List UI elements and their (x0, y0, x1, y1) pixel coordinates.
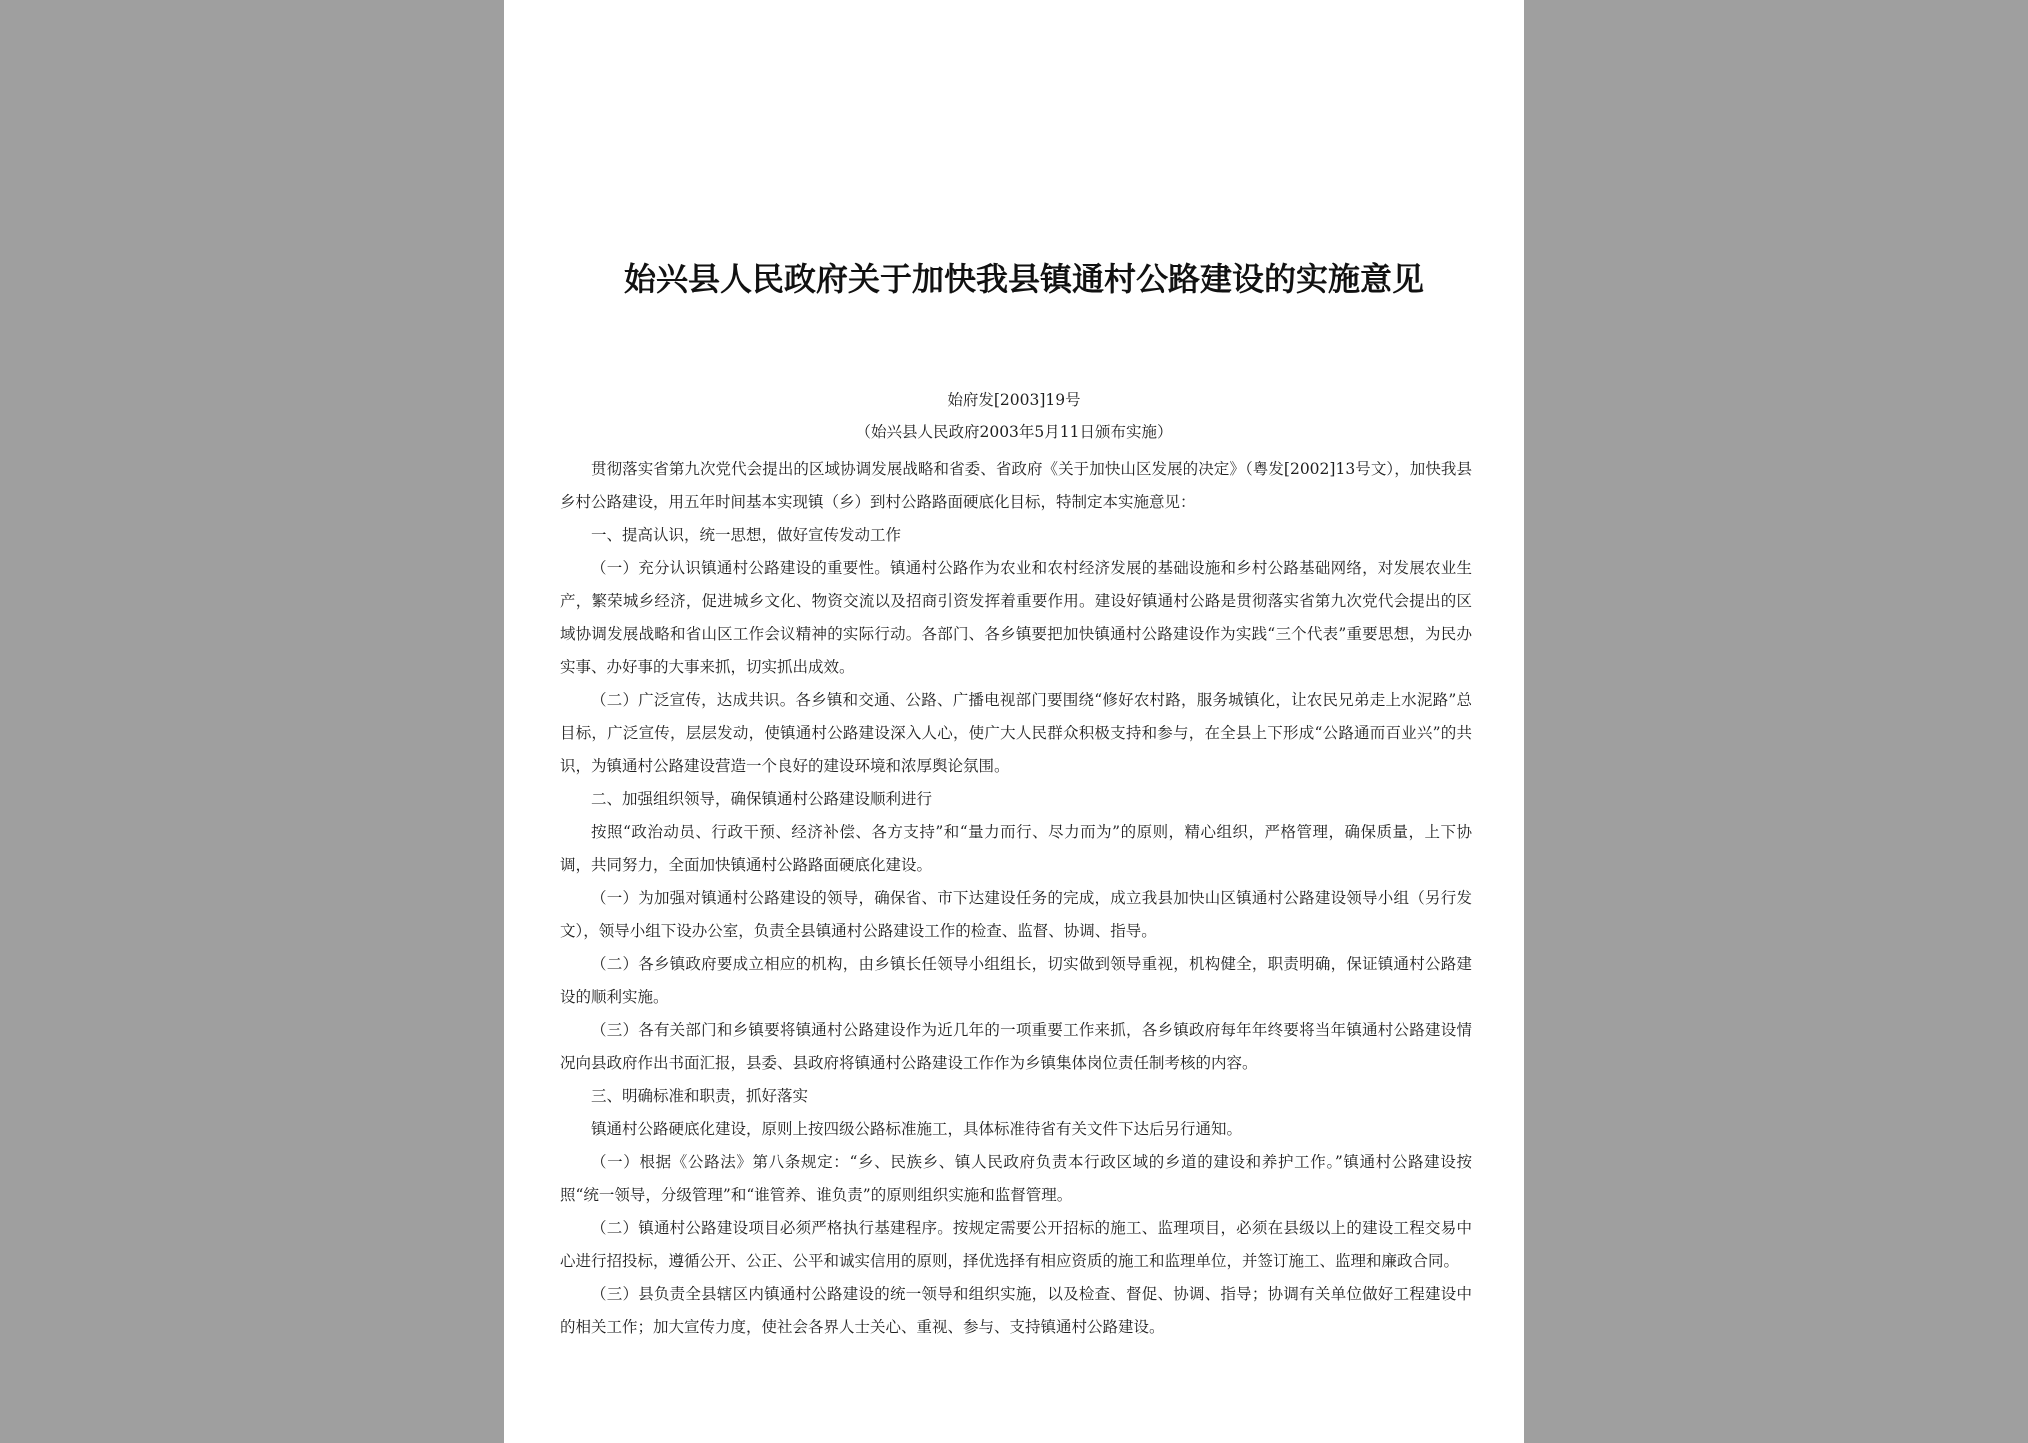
document-body (560, 453, 1472, 1344)
paragraph: 按照“政治动员、行政干预、经济补偿、各方支持”和“量力而行、尽力而为”的原则，精心组织，严格管理，确保质量，上下协调，共同努力，全面加快镇通村公路路面硬底化建设。 (560, 823, 1472, 874)
section-heading: 三、明确标准和职责，抓好落实 (591, 1087, 809, 1105)
paragraph: （一）为加强对镇通村公路建设的领导，确保省、市下达建设任务的完成，成立我县加快山区镇通村公路建设领导小组（另行发文），领导小组下设办公室，负责全县镇通村公路建设工作的检查、监督、协调、指导。 (560, 889, 1472, 940)
paragraph: （二）镇通村公路建设项目必须严格执行基建程序。按规定需要公开招标的施工、监理项目，必须在县级以上的建设工程交易中心进行招投标，遵循公开、公正、公平和诚实信用的原则，择优选择有相应资质的施工和监理单位，并签订施工、监理和廉政合同。 (560, 1219, 1472, 1270)
document-page (504, 0, 1524, 1443)
paragraph: （一）充分认识镇通村公路建设的重要性。镇通村公路作为农业和农村经济发展的基础设施和乡村公路基础网络，对发展农业生产，繁荣城乡经济，促进城乡文化、物资交流以及招商引资发挥着重要作用。建设好镇通村公路是贯彻落实省第九次党代会提出的区域协调发展战略和省山区工作会议精神的实际行动。各部门、各乡镇要把加快镇通村公路建设作为实践“三个代表”重要思想，为民办实事、办好事的大事来抓，切实抓出成效。 (560, 559, 1472, 676)
paragraph: （二）广泛宣传，达成共识。各乡镇和交通、公路、广播电视部门要围绕“修好农村路，服务城镇化，让农民兄弟走上水泥路”总目标，广泛宣传，层层发动，使镇通村公路建设深入人心，使广大人民群众积极支持和参与，在全县上下形成“公路通而百业兴”的共识，为镇通村公路建设营造一个良好的建设环境和浓厚舆论氛围。 (560, 691, 1472, 775)
paragraph: 贯彻落实省第九次党代会提出的区域协调发展战略和省委、省政府《关于加快山区发展的决定》（粤发[2002]13号文），加快我县乡村公路建设，用五年时间基本实现镇（乡）到村公路路面硬底化目标，特制定本实施意见： (560, 460, 1472, 511)
issue-note: （始兴县人民政府2003年5月11日颁布实施） (855, 423, 1173, 441)
paragraph: （二）各乡镇政府要成立相应的机构，由乡镇长任领导小组组长，切实做到领导重视，机构健全，职责明确，保证镇通村公路建设的顺利实施。 (560, 955, 1472, 1006)
section-heading: 二、加强组织领导，确保镇通村公路建设顺利进行 (591, 790, 933, 808)
paragraph: （三）各有关部门和乡镇要将镇通村公路建设作为近几年的一项重要工作来抓，各乡镇政府每年年终要将当年镇通村公路建设情况向县政府作出书面汇报，县委、县政府将镇通村公路建设工作作为乡镇集体岗位责任制考核的内容。 (560, 1021, 1472, 1072)
paragraph: （一）根据《公路法》第八条规定：“乡、民族乡、镇人民政府负责本行政区域的乡道的建设和养护工作。”镇通村公路建设按照“统一领导，分级管理”和“谁管养、谁负责”的原则组织实施和监督管理。 (560, 1153, 1472, 1204)
document-number: 始府发[2003]19号 (947, 391, 1081, 409)
paragraph: （三）县负责全县辖区内镇通村公路建设的统一领导和组织实施，以及检查、督促、协调、指导；协调有关单位做好工程建设中的相关工作；加大宣传力度，使社会各界人士关心、重视、参与、支持镇通村公路建设。 (560, 1285, 1472, 1336)
document-title: 始兴县人民政府关于加快我县镇通村公路建设的实施意见 (623, 260, 1424, 298)
section-heading: 一、提高认识，统一思想，做好宣传发动工作 (591, 526, 902, 544)
paragraph: 镇通村公路硬底化建设，原则上按四级公路标准施工，具体标准待省有关文件下达后另行通知。 (591, 1120, 1243, 1138)
